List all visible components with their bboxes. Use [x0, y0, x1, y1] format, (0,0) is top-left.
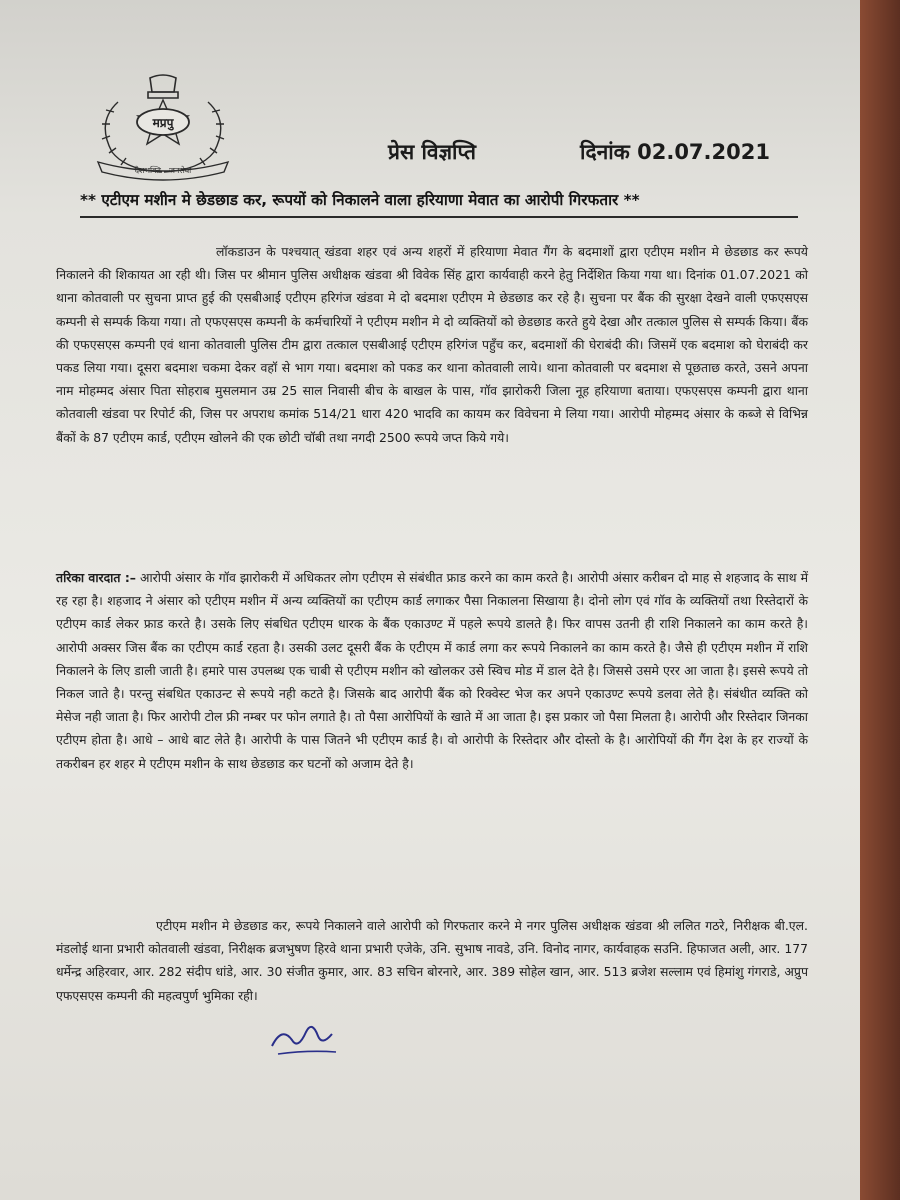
handwritten-signature-icon: [268, 1016, 348, 1060]
emblem-motto-text: देशभक्ति - जनसेवा: [134, 166, 192, 175]
modus-operandi-label: तरिका वारदात :–: [56, 570, 136, 585]
document-date: दिनांक 02.07.2021: [580, 140, 770, 164]
paragraph-modus-operandi: [56, 566, 808, 775]
modus-operandi-text: आरोपी अंसार के गॉव झारोकरी में अधिकतर लोग एटीएम से संबंधीत फ्राड करने का काम करते है। आरोपी अंसार करीबन दो माह से शहजाद के साथ में रह रहा है। शहजाद ने अंसार को एटीएम मशीन में अन्य व्यक्तियों का एटीएम कार्ड लगाकर पैसा निकालना सिखाया है। दोनो लोग एवं गॉव के व्यक्तियों तथा रिस्तेदारों के एटीएम कार्ड लेकर फ्राड करते है। उसके लिए संबधित एटीएम धारक के बैंक एकाउण्ट में पहले रूपये डालते है। फिर वापस उतनी ही राशि निकालने का काम करते है। आरोपी अक्सर जिस बैंक का एटीएम कार्ड रहता है। उसकी उलट दूसरी बैंक के एटीएम में कार्ड लगा कर रूपये निकालने का काम करते है। जैसे ही एटीएम मशीन में राशि निकालने के लिए डाली जाती है। हमारे पास उपलब्ध एक चाबी से एटीएम मशीन को खोलकर उसे स्विच मोड में डाल देते है। जिससे उसमे एरर आ जाता है। इससे रूपये तो निकल जाते है। परन्तु संबधित एकाउन्ट से रूपये नही कटते है। जिसके बाद आरोपी बैंक को रिक्वेस्ट भेज कर अपने एकाउण्ट रूपये डलवा लेते है। संबंधीत व्यक्ति को मेसेज नही जाता है। फिर आरोपी टोल फ्री नम्बर पर फोन लगाते है। तो पैसा आरोपियों के खाते में आ जाता है। इस प्रकार जो पैसा मिलता है। आरोपी और रिस्तेदार जिनका एटीएम होता है। आधे – आधे बाट लेते है। आरोपी के पास जितने भी एटीएम कार्ड है। वो आरोपी के रिस्तेदार और दोस्तो के है। आरोपियों की गैंग देश के हर राज्यों के तकरीबन हर शहर मे एटीएम मशीन के साथ छेडछाड कर घटनों को अजाम देते है।: [56, 570, 808, 771]
table-edge: [860, 0, 900, 1200]
document-title: ** एटीएम मशीन मे छेडछाड कर, रूपयों को निकालने वाला हरियाणा मेवात का आरोपी गिरफतार **: [80, 191, 640, 209]
paragraph-incident: लॉकडाउन के पश्चयात् खंडवा शहर एवं अन्य शहरों में हरियाणा मेवात गैंग के बदमाशों द्वारा एटीएम मशीन मे छेडछाड कर रूपये निकालने की शिकायत आ रही थी। जिस पर श्रीमान पुलिस अधीक्षक खंडवा श्री विवेक सिंह द्वारा कार्यवाही करने हेतु निर्देशित किया गया था। दिनांक 01.07.2021 को थाना कोतवाली पर सुचना प्राप्त हुई की एसबीआई एटीएम हरिगंज खंडवा मे दो बदमाश एटीएम मे छेडछाड कर रहे है। सुचना पर बैंक की सुरक्षा देखने वाली एफएसएस कम्पनी से सम्पर्क किया गया। तो एफएसएस कम्पनी के कर्मचारियों ने एटीएम मशीन मे दो व्यक्तियों को छेडछाड करते हुये देखा और तत्काल पुलिस से सम्पर्क किया। बैंक की एफएसएस कम्पनी एवं थाना कोतवाली पुलिस टीम द्वारा तत्काल एसबीआई एटीएम हरिगंज पहुँच कर, बदमाशों की घेराबंदी की। जिसमें एक बदमाश को घेराबंदी कर पकड लिया गया। दूसरा बदमाश चकमा देकर वहॉ से भाग गया। बदमाश को पकड कर थाना कोतवाली लाये। थाना कोतवाली पर बदमाश से पूछताछ करते, उसने अपना नाम मोहम्मद अंसार पिता सोहराब मुसलमान उम्र 25 साल निवासी बीच के बाखल के पास, गॉव झारोकरी जिला नूह हरियाणा बताया। एफएसएस कम्पनी द्वारा थाना कोतवाली खंडवा पर रिपोर्ट की, जिस पर अपराध कमांक 514/21 धारा 420 भादवि का कायम कर विवेचना मे लिया गया। आरोपी मोहम्मद अंसार के कब्जे से विभिन्न बैंकों के 87 एटीएम कार्ड, एटीएम खोलने की एक छोटी चॉबी तथा नगदी 2500 रूपये जप्त किये गये।: [56, 244, 809, 445]
paragraph-credits: एटीएम मशीन मे छेडछाड कर, रूपये निकालने वाले आरोपी को गिरफतार करने मे नगर पुलिस अधीक्षक खंडवा श्री ललित गठरे, निरीक्षक बी.एल. मंडलोई थाना प्रभारी कोतवाली खंडवा, निरीक्षक ब्रजभुषण हिरवे थाना प्रभारी एजेके, उनि. सुभाष नावडे, उनि. विनोद नागर, कार्यवाहक सउनि. हिफाजत अली, आर. 177 धर्मेन्द्र अहिरवार, आर. 282 संदीप धांडे, आर. 30 संजीत कुमार, आर. 83 सचिन बोरनारे, आर. 389 सोहेल खान, आर. 513 ब्रजेश सल्लाम एवं हिमांशु गंगराडे, अप्रुप एफएसएस कम्पनी की महत्वपुर्ण भुमिका रही।: [56, 918, 808, 1003]
police-emblem-icon: [78, 72, 248, 182]
title-underline: [80, 216, 798, 218]
document-type: प्रेस विज्ञप्ति: [388, 140, 476, 164]
emblem-center-text: मप्रपु: [152, 116, 174, 130]
